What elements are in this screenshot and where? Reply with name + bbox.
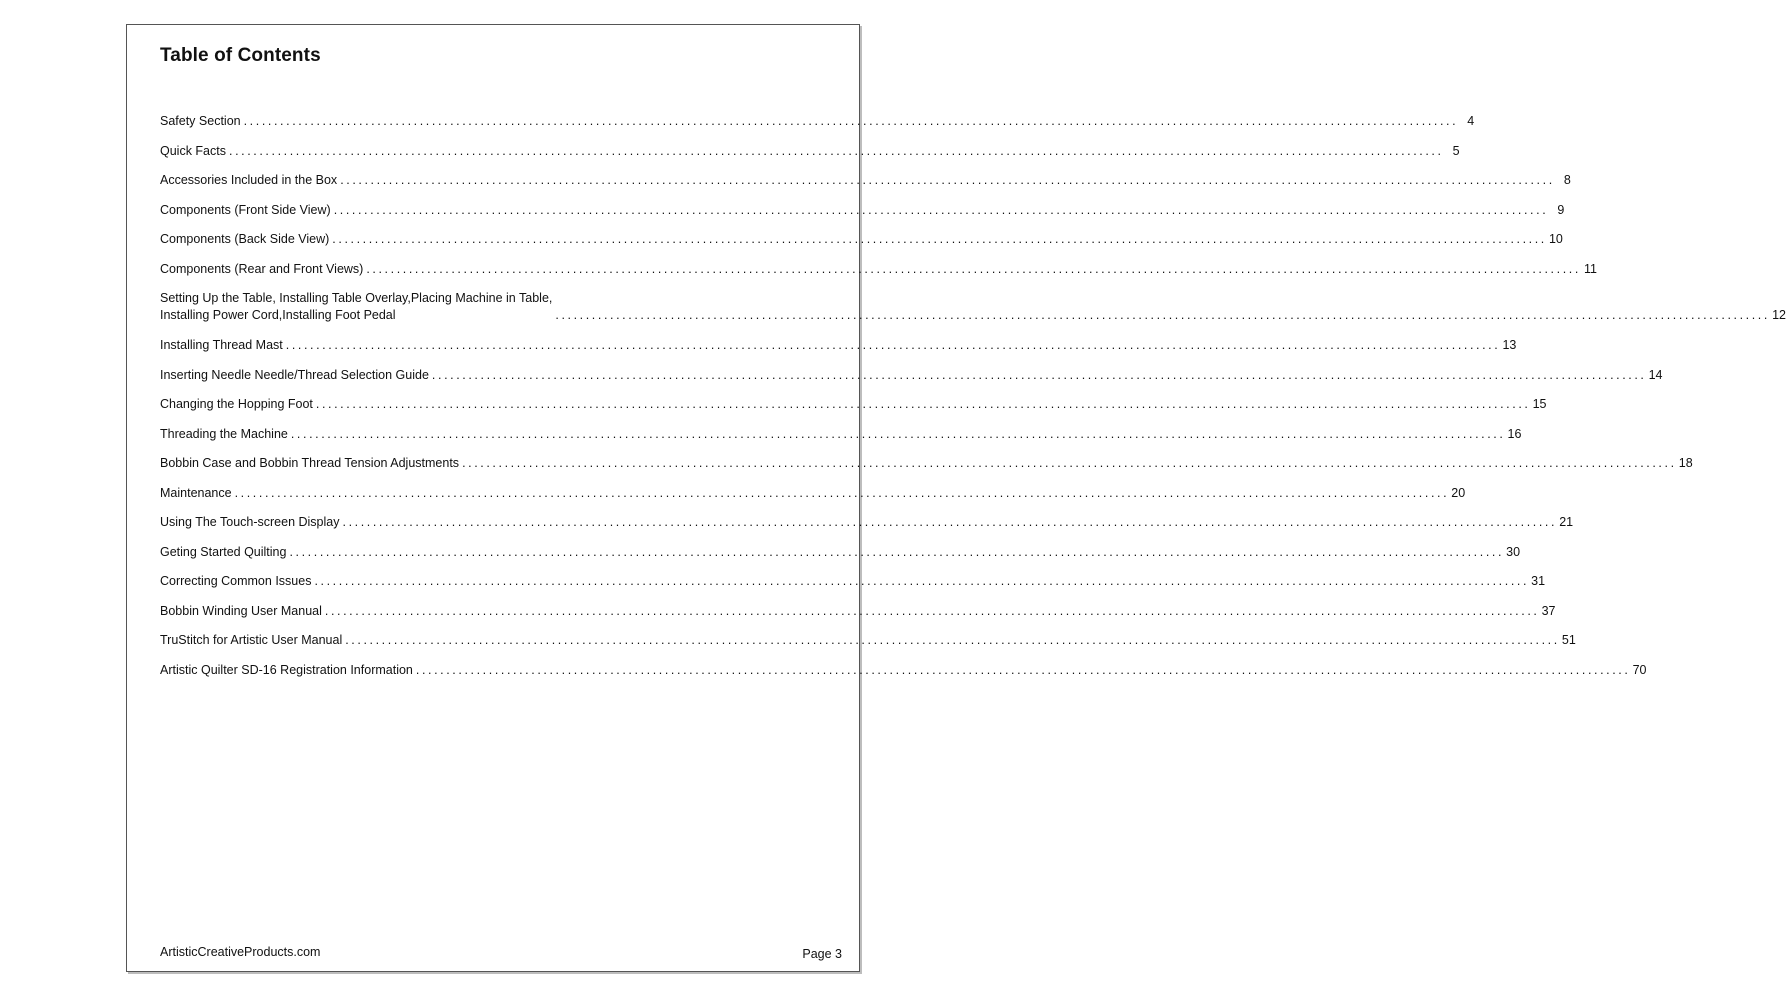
dot-leader: ........................................................................................................................................................................................................: [290, 426, 1506, 441]
footer-website: ArtisticCreativeProducts.com: [160, 945, 321, 959]
toc-entry-page: 51: [1561, 633, 1576, 647]
toc-entry-label: Bobbin Winding User Manual: [160, 603, 322, 618]
toc-entry[interactable]: [160, 455, 1693, 472]
dot-leader: ........................................................................................................................................................................................................: [285, 338, 1501, 352]
toc-entry-label: Components (Rear and Front Views): [160, 261, 364, 276]
toc-entry[interactable]: [160, 367, 1663, 384]
toc-entry-label: Accessories Included in the Box: [160, 173, 338, 187]
toc-entry-page: 11: [1583, 261, 1597, 276]
dot-leader: ........................................................................................................................................................................................................: [462, 456, 1677, 470]
dot-leader: ........................................................................................................................................................................................................: [366, 261, 1581, 276]
toc-entry-page: 9: [1557, 202, 1565, 217]
toc-entry[interactable]: [160, 603, 1556, 620]
toc-entry-page: 12: [1772, 308, 1786, 322]
toc-entry-page: 15: [1532, 397, 1547, 411]
toc-entry-page: 5: [1452, 143, 1460, 158]
dot-leader: ........................................................................................................................................................................................................: [229, 143, 1444, 158]
toc-entry-page: 8: [1563, 173, 1571, 187]
toc-entry[interactable]: [160, 290, 1786, 324]
toc-entry-label: Changing the Hopping Foot: [160, 397, 313, 411]
toc-entry[interactable]: [160, 544, 1521, 561]
toc-entry[interactable]: [160, 202, 1565, 219]
toc-entry-label: Geting Started Quilting: [160, 544, 287, 559]
toc-entry-page: 21: [1559, 515, 1574, 529]
toc-entry[interactable]: [160, 261, 1597, 278]
toc-entry-label: Components (Back Side View): [160, 232, 330, 246]
dot-leader: ........................................................................................................................................................................................................: [342, 515, 1558, 529]
toc-entry-page: 4: [1467, 114, 1475, 128]
toc-entry-page: 10: [1548, 232, 1563, 246]
toc-entry-page: 20: [1451, 485, 1466, 500]
toc-entry[interactable]: [160, 662, 1647, 679]
toc-entry[interactable]: [160, 231, 1563, 248]
toc-list: [160, 113, 1786, 691]
dot-leader: ........................................................................................................................................................................................................: [234, 485, 1450, 500]
toc-entry-label: Quick Facts: [160, 143, 226, 158]
toc-entry-page: 31: [1531, 574, 1546, 588]
toc-entry[interactable]: [160, 426, 1522, 443]
toc-entry[interactable]: [160, 337, 1517, 354]
toc-entry-label: Components (Front Side View): [160, 202, 331, 217]
toc-entry-page: 37: [1541, 603, 1556, 618]
dot-leader: ........................................................................................................................................................................................................: [340, 173, 1555, 187]
dot-leader: ........................................................................................................................................................................................................: [415, 662, 1631, 677]
toc-entry-label: Maintenance: [160, 485, 232, 500]
toc-entry-label: Correcting Common Issues: [160, 574, 312, 588]
toc-entry-label: Setting Up the Table, Installing Table Overlay,Placing Machine in Table, Installing Power Cord,Installing Foot Pedal: [160, 291, 553, 322]
dot-leader: ........................................................................................................................................................................................................: [555, 308, 1770, 322]
document-page: [126, 24, 1786, 972]
toc-entry[interactable]: [160, 143, 1460, 160]
toc-entry[interactable]: [160, 113, 1475, 130]
dot-leader: ........................................................................................................................................................................................................: [289, 544, 1505, 559]
dot-leader: ........................................................................................................................................................................................................: [243, 114, 1459, 128]
footer-page-number: Page 3: [802, 947, 842, 961]
toc-entry[interactable]: [160, 632, 1576, 649]
toc-entry-label: Installing Thread Mast: [160, 338, 283, 352]
toc-entry-label: Inserting Needle Needle/Thread Selection Guide: [160, 367, 429, 382]
dot-leader: ........................................................................................................................................................................................................: [332, 232, 1547, 246]
toc-entry-page: 30: [1506, 544, 1521, 559]
dot-leader: ........................................................................................................................................................................................................: [333, 202, 1549, 217]
toc-entry[interactable]: [160, 514, 1574, 531]
toc-entry-page: 13: [1502, 338, 1517, 352]
toc-entry-label: Using The Touch-screen Display: [160, 515, 340, 529]
dot-leader: ........................................................................................................................................................................................................: [431, 367, 1647, 382]
toc-entry-page: 14: [1648, 367, 1663, 382]
toc-entry-label: Safety Section: [160, 114, 241, 128]
toc-entry-label: Artistic Quilter SD-16 Registration Information: [160, 662, 413, 677]
toc-entry-page: 18: [1678, 456, 1693, 470]
dot-leader: ........................................................................................................................................................................................................: [314, 574, 1530, 588]
toc-entry[interactable]: [160, 485, 1466, 502]
toc-entry-label: Bobbin Case and Bobbin Thread Tension Adjustments: [160, 456, 460, 470]
toc-title: Table of Contents: [160, 45, 321, 66]
toc-entry-page: 16: [1507, 426, 1522, 441]
toc-entry-label: TruStitch for Artistic User Manual: [160, 633, 343, 647]
toc-entry-label: Threading the Machine: [160, 426, 288, 441]
toc-entry[interactable]: [160, 172, 1571, 189]
dot-leader: ........................................................................................................................................................................................................: [324, 603, 1540, 618]
dot-leader: ........................................................................................................................................................................................................: [345, 633, 1560, 647]
dot-leader: ........................................................................................................................................................................................................: [315, 397, 1531, 411]
toc-entry-page: 70: [1632, 662, 1647, 677]
toc-entry[interactable]: [160, 396, 1547, 413]
toc-entry[interactable]: [160, 573, 1546, 590]
